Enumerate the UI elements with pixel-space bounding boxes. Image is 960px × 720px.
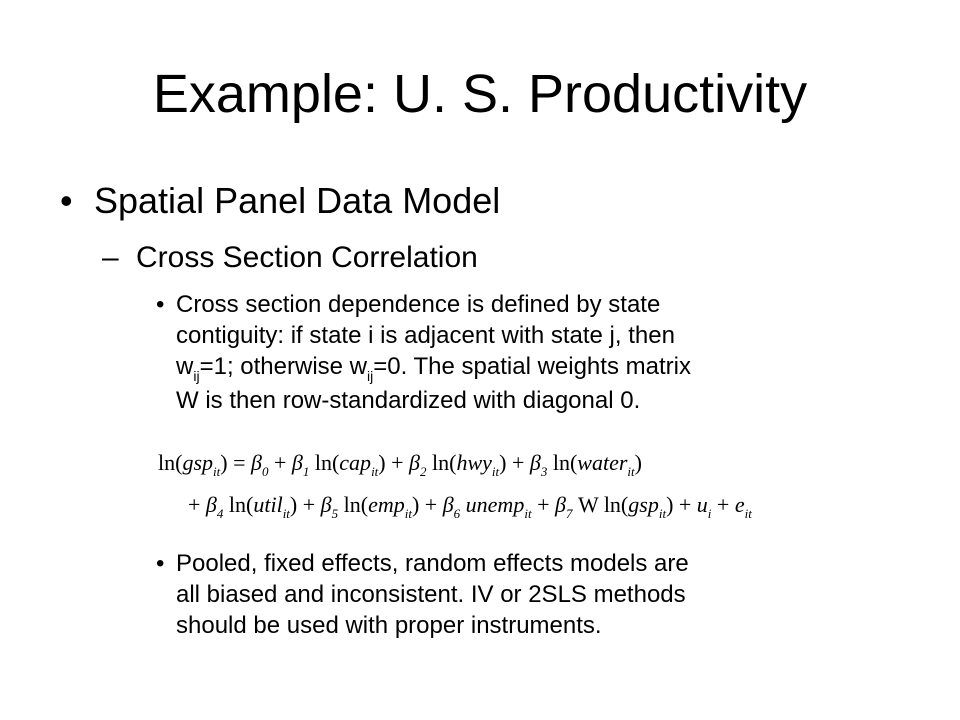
equation-subscript: 7 [565, 506, 573, 521]
bias-line-2: all biased and inconsistent. IV or 2SLS methods [176, 581, 686, 608]
equation-text: + [188, 492, 206, 517]
equation-subscript: it [627, 464, 635, 479]
equation-symbol: β [442, 492, 454, 517]
bullet-glyph: • [60, 180, 73, 221]
bullet-level2-text: Cross Section Correlation [136, 241, 478, 274]
equation-text: ln( [223, 492, 254, 517]
equation-subscript: 2 [420, 464, 427, 479]
equation-subscript: 6 [453, 506, 461, 521]
bias-paragraph [176, 548, 876, 641]
equation-subscript: it [404, 506, 412, 521]
equation-text: ) = [220, 450, 251, 475]
equation-subscript: it [371, 464, 379, 479]
dependence-line-2: contiguity: if state i is adjacent with state j, then [176, 322, 675, 349]
equation-symbol: cap [339, 450, 372, 475]
equation-text: ln( [338, 492, 369, 517]
equation-subscript: 4 [216, 506, 224, 521]
equation-subscript: 5 [331, 506, 339, 521]
equation-subscript: 1 [302, 464, 310, 479]
equation-text: ln( [547, 450, 578, 475]
equation-subscript: it [282, 506, 290, 521]
text-otherwise: =1; otherwise w [199, 353, 367, 380]
equation-symbol: β [291, 450, 303, 475]
equation-symbol: β [320, 492, 332, 517]
subscript-ij: ij [367, 368, 374, 384]
sub-bullet-glyph: • [156, 550, 165, 577]
equation-subscript: it [213, 464, 221, 479]
equation-text: ) + [289, 492, 321, 517]
equation-subscript: it [658, 506, 667, 521]
equation-subscript: it [524, 506, 532, 521]
equation-subscript: 3 [540, 464, 548, 479]
bias-line-3: should be used with proper instruments. [176, 612, 602, 639]
equation-symbol: gsp [628, 492, 659, 517]
dependence-line-1: Cross section dependence is defined by state [176, 291, 661, 318]
slide-title: Example: U. S. Productivity [152, 64, 808, 124]
equation-text: + [531, 492, 555, 517]
equation-subscript: it [744, 506, 752, 521]
equation-line-2 [188, 492, 752, 521]
equation-subscript: 0 [261, 464, 269, 479]
equation-symbol: gsp [182, 450, 214, 475]
equation-text: + [711, 492, 735, 517]
equation-symbol: hwy [456, 450, 492, 475]
equation-symbol: β [529, 450, 541, 475]
equation-text: ) + [411, 492, 443, 517]
subscript-ij: ij [193, 368, 200, 384]
equation-symbol: β [409, 450, 420, 475]
equation-text: ) [634, 450, 642, 475]
equation-symbol: β [250, 450, 262, 475]
equation-text: ln( [426, 450, 457, 475]
equation-subscript: it [491, 464, 500, 479]
equation-text: ) + [499, 450, 530, 475]
equation-symbol: util [253, 492, 283, 517]
equation-symbol: e [734, 492, 745, 517]
equation-text: ln( [309, 450, 340, 475]
text-w: w [176, 353, 194, 380]
bullet-level1-text: Spatial Panel Data Model [94, 180, 501, 221]
equation-symbol: u [696, 492, 708, 517]
equation-symbol: β [554, 492, 566, 517]
bias-line-1: Pooled, fixed effects, random effects models are [176, 550, 689, 577]
dependence-line-3 [176, 351, 876, 385]
dependence-paragraph [176, 289, 876, 416]
equation-text: ln( [158, 450, 183, 475]
model-equation [158, 448, 858, 528]
sub-bullet-glyph: • [156, 291, 165, 318]
dependence-line-4: W is then row-standardized with diagonal 0. [176, 387, 641, 414]
equation-symbol: emp [368, 492, 405, 517]
equation-text: ) + [666, 492, 697, 517]
text-spatial-weights: =0. The spatial weights matrix [373, 353, 691, 380]
dash-glyph: – [102, 241, 119, 274]
equation-symbol: β [205, 492, 217, 517]
equation-symbol: unemp [465, 492, 525, 517]
equation-symbol: water [577, 450, 628, 475]
equation-text: W ln( [572, 492, 629, 517]
equation-line-1 [158, 450, 642, 479]
equation-text: ) + [378, 450, 410, 475]
equation-subscript: i [707, 506, 712, 521]
equation-text: + [268, 450, 292, 475]
